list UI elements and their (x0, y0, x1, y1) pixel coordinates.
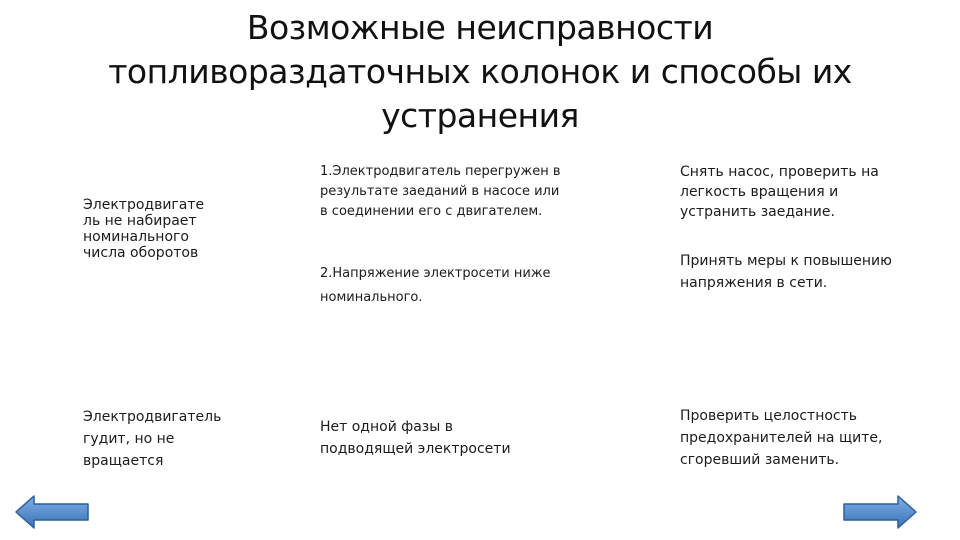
slide-title (0, 6, 960, 138)
cause-line: номинального. (320, 290, 423, 305)
remedy-line: Принять меры к повышению (680, 253, 892, 269)
fault-1-line: номинального (83, 229, 189, 245)
title-line-2: топливораздаточных колонок и способы их (108, 52, 852, 91)
remedy-line: предохранителей на щите, (680, 430, 883, 446)
cause-1-2 (320, 262, 551, 310)
remedy-line: устранить заедание. (680, 204, 835, 220)
arrow-left-icon (14, 494, 90, 530)
remedy-line: сгоревший заменить. (680, 452, 840, 468)
title-line-3: устранения (381, 96, 579, 135)
remedy-2-1 (680, 405, 882, 471)
remedy-line: напряжения в сети. (680, 275, 828, 291)
cause-line: 2.Напряжение электросети ниже (320, 266, 551, 281)
fault-1-line: ль не набирает (83, 213, 197, 229)
arrow-right-icon (842, 494, 918, 530)
fault-2-line: гудит, но не (83, 431, 175, 447)
fault-1-line: числа оборотов (83, 245, 199, 261)
cause-line: в соединении его с двигателем. (320, 204, 543, 219)
fault-2-line: Электродвигатель (83, 409, 222, 425)
cause-2-1 (320, 416, 511, 460)
cause-line: результате заеданий в насосе или (320, 184, 560, 199)
cause-line: подводящей электросети (320, 441, 511, 457)
remedy-line: легкость вращения и (680, 184, 839, 200)
remedy-line: Проверить целостность (680, 408, 858, 424)
back-button[interactable] (14, 494, 90, 530)
remedy-1-2 (680, 250, 892, 294)
fault-2-line: вращается (83, 453, 164, 469)
cause-line: Нет одной фазы в (320, 419, 454, 435)
forward-button[interactable] (842, 494, 918, 530)
fault-1 (83, 197, 204, 261)
remedy-line: Снять насос, проверить на (680, 164, 879, 180)
fault-1-line: Электродвигате (83, 197, 205, 213)
cause-1-1 (320, 162, 561, 222)
fault-2 (83, 406, 221, 472)
remedy-1-1 (680, 162, 879, 222)
title-line-1: Возможные неисправности (246, 8, 714, 47)
cause-line: 1.Электродвигатель перегружен в (320, 164, 561, 179)
